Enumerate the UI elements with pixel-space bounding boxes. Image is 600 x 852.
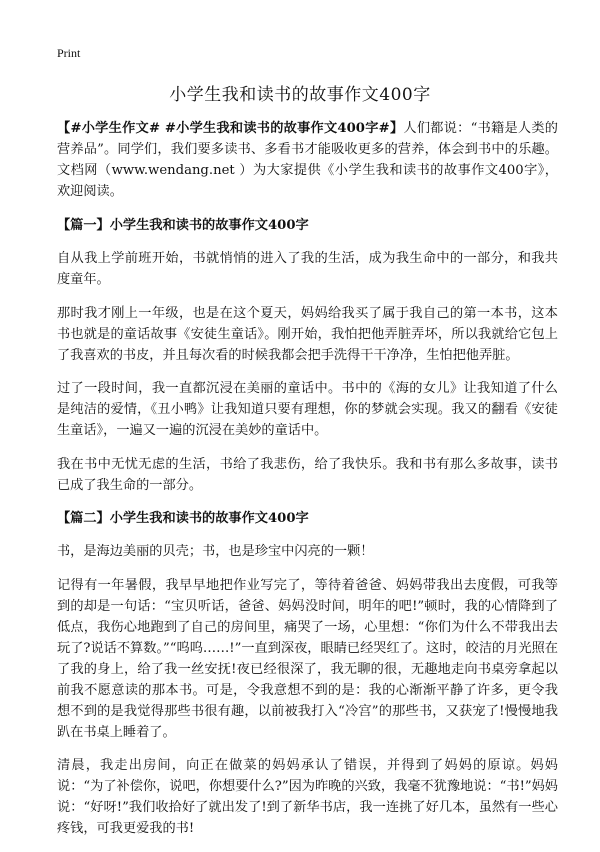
intro-lead: 【#小学生作文# #小学生我和读书的故事作文400字#】 — [57, 121, 404, 136]
paragraph: 书，是海边美丽的贝壳；书，也是珍宝中闪亮的一颗！ — [57, 544, 374, 559]
page-title: 小学生我和读书的故事作文400字 — [169, 85, 431, 105]
paragraph: 过了一段时间，我一直都沉浸在美丽的童话中。书中的《海的女儿》让我知道了什么是纯洁的爱情，《丑小鸭》让我知道只要有理想，你的梦就会实现。我又的翻看《安徒生童话》，一遍又一遍的沉浸在美妙的童话中。 — [57, 381, 558, 438]
print-link[interactable]: Print — [57, 46, 81, 60]
section-heading-1: 【篇一】小学生我和读书的故事作文400字 — [57, 218, 309, 233]
intro-text: 人们都说：“书籍是人类的营养品”。同学们，我们要多读书、多看书才能吸收更多的营养，体会到书中的乐趣。文档网（www.wendang.net ）为大家提供《小学生我和读书的故事作文400字》，欢迎阅读。 — [57, 121, 558, 199]
paragraph: 我在书中无忧无虑的生活，书给了我悲伤，给了我快乐。我和书有那么多故事，读书已成了我生命的一部分。 — [57, 456, 558, 493]
paragraph: 清晨，我走出房间，向正在做菜的妈妈承认了错误，并得到了妈妈的原谅。妈妈说：“为了补偿你，说吧，你想要什么?”因为昨晚的兴致，我毫不犹豫地说：“书!”妈妈说：“好呀!”我们收拾好了就出发了!到了新华书店，我一连挑了好几本，虽然有一些心疼钱，可我更爱我的书! — [57, 758, 558, 836]
intro-paragraph — [57, 118, 558, 202]
paragraph: 自从我上学前班开始，书就悄悄的进入了我的生活，成为我生命中的一部分，和我共度童年。 — [57, 251, 558, 287]
article-body — [57, 118, 558, 852]
section-heading-2: 【篇二】小学生我和读书的故事作文400字 — [57, 511, 309, 526]
paragraph: 记得有一年暑假，我早早地把作业写完了，等待着爸爸、妈妈带我出去度假，可我等到的却是一句话：“宝贝听话，爸爸、妈妈没时间，明年的吧!”顿时，我的心情降到了低点，我伤心地跑到了自己的房间里，痛哭了一场，心里想：“你们为什么不带我出去玩了?说话不算数。”“呜呜……!”一直到深夜，眼睛已经哭红了。这时，皎洁的月光照在了我的身上，给了我一丝安抚!夜已经很深了，我无聊的很，无趣地走向书桌旁拿起以前我不愿意读的那本书。可是，令我意想不到的是：我的心渐渐平静了许多，更令我想不到的是我觉得那些书很有趣，以前被我打入“冷宫”的那些书，又获宠了!慢慢地我趴在书桌上睡着了。 — [57, 577, 558, 740]
paragraph: 那时我才刚上一年级，也是在这个夏天，妈妈给我买了属于我自己的第一本书，这本书也就是的童话故事《安徒生童话》。刚开始，我怕把他弄脏弄坏，所以我就给它包上了我喜欢的书皮，并且每次看的时候我都会把手洗得干干净净，生怕把他弄脏。 — [57, 305, 558, 363]
